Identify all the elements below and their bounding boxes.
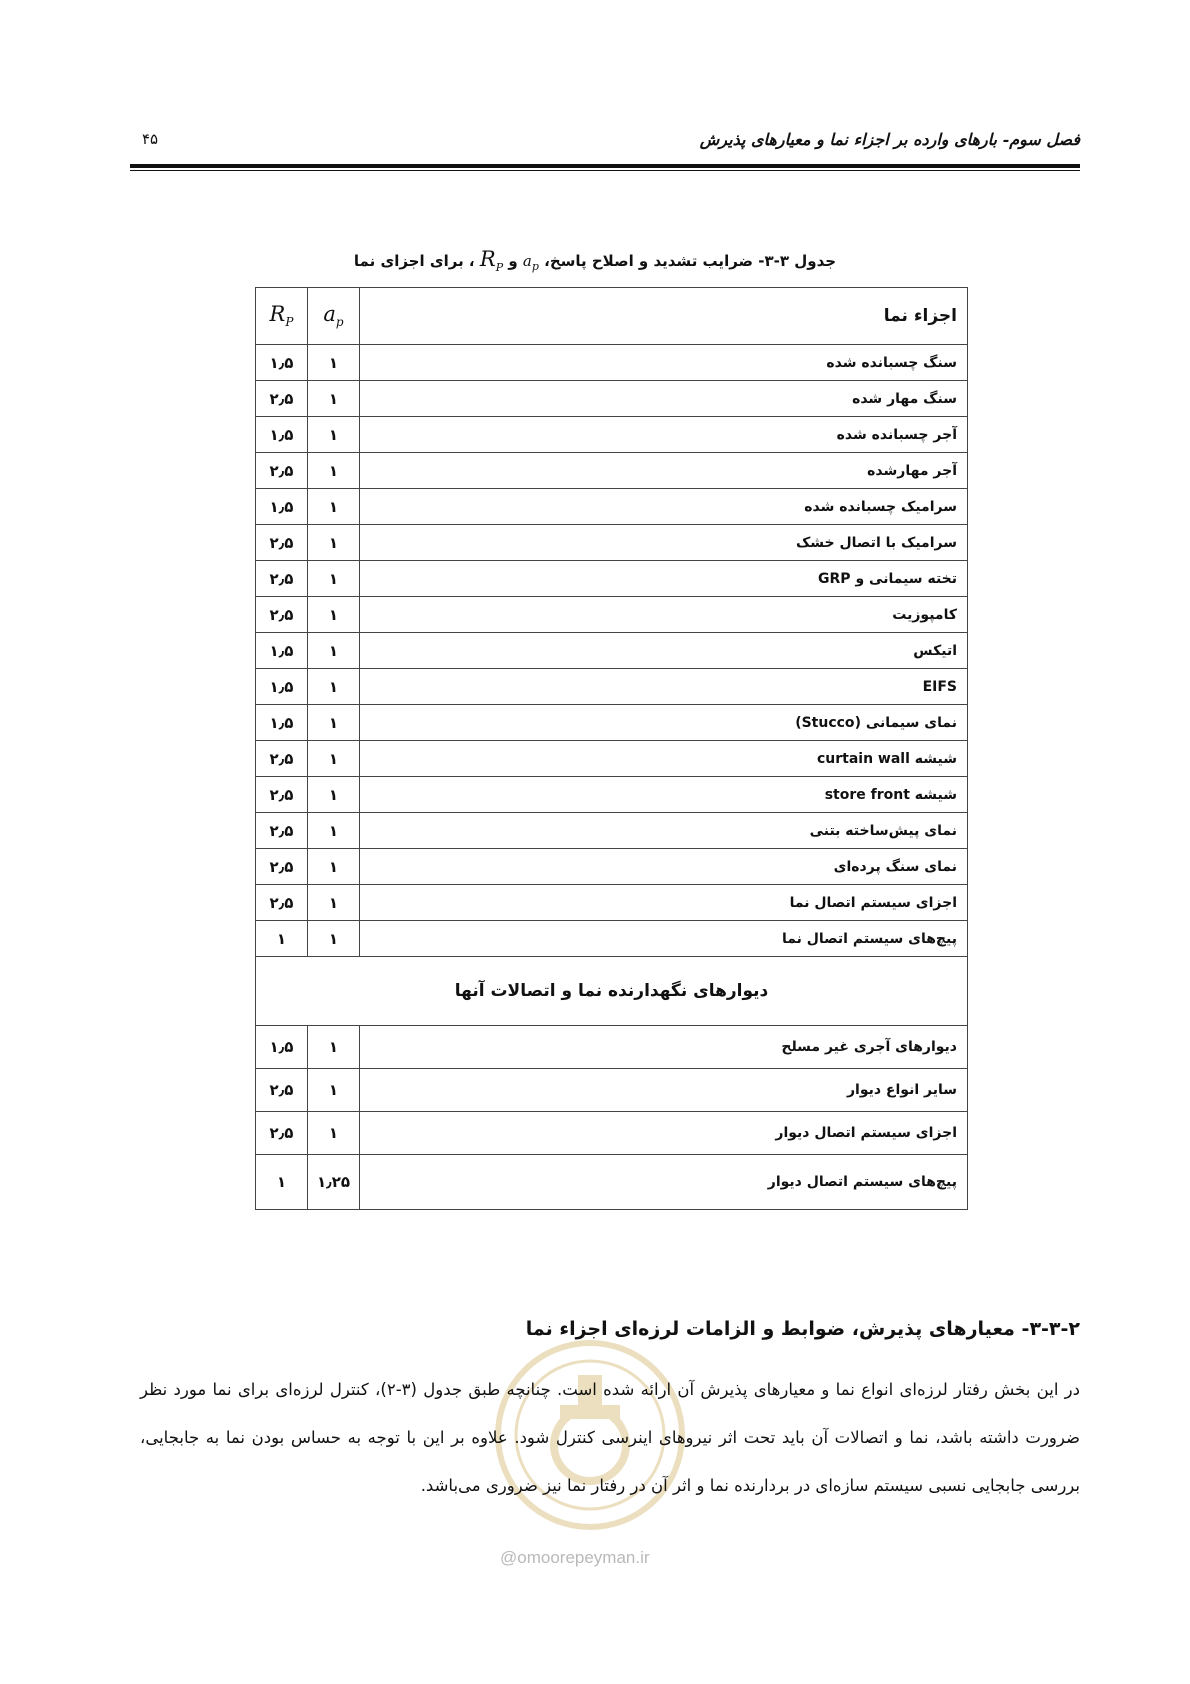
cell-ap: ۱ bbox=[308, 777, 360, 813]
cell-component: اتیکس bbox=[360, 633, 968, 669]
cell-ap: ۱ bbox=[308, 741, 360, 777]
cell-component: سنگ چسبانده شده bbox=[360, 345, 968, 381]
cell-rp: ۲٫۵ bbox=[256, 777, 308, 813]
header-rule-thin bbox=[130, 170, 1080, 171]
cell-rp: ۱٫۵ bbox=[256, 345, 308, 381]
table-row bbox=[256, 849, 968, 885]
cell-rp: ۲٫۵ bbox=[256, 525, 308, 561]
caption-suffix: ، برای اجزای نما bbox=[353, 252, 475, 270]
cell-rp: ۲٫۵ bbox=[256, 561, 308, 597]
cell-ap: ۱ bbox=[308, 633, 360, 669]
cell-rp: ۲٫۵ bbox=[256, 453, 308, 489]
table-caption bbox=[200, 247, 990, 274]
cell-ap: ۱ bbox=[308, 1112, 360, 1155]
cell-component: سرامیک چسبانده شده bbox=[360, 489, 968, 525]
cell-ap: ۱ bbox=[308, 1026, 360, 1069]
cell-rp: ۲٫۵ bbox=[256, 813, 308, 849]
table-row bbox=[256, 417, 968, 453]
table-body bbox=[256, 345, 968, 1210]
table-row bbox=[256, 885, 968, 921]
table-row bbox=[256, 1069, 968, 1112]
table-row bbox=[256, 1112, 968, 1155]
cell-component: سایر انواع دیوار bbox=[360, 1069, 968, 1112]
table-row bbox=[256, 921, 968, 957]
cell-rp: ۱٫۵ bbox=[256, 633, 308, 669]
cell-component: اجزای سیستم اتصال دیوار bbox=[360, 1112, 968, 1155]
cell-rp: ۱٫۵ bbox=[256, 489, 308, 525]
table-row bbox=[256, 669, 968, 705]
page-header bbox=[130, 128, 1080, 174]
watermark-text: @omoorepeyman.ir bbox=[500, 1548, 650, 1567]
cell-component: آجر مهارشده bbox=[360, 453, 968, 489]
cell-ap: ۱ bbox=[308, 489, 360, 525]
cell-rp: ۱٫۵ bbox=[256, 417, 308, 453]
cell-ap: ۱ bbox=[308, 705, 360, 741]
cell-rp: ۲٫۵ bbox=[256, 1069, 308, 1112]
cell-component: نمای سیمانی (Stucco) bbox=[360, 705, 968, 741]
section-heading: ۳-۳-۲- معیارهای پذیرش، ضوابط و الزامات لرزه‌ای اجزاء نما bbox=[525, 1318, 1080, 1340]
header-rule-thick bbox=[130, 164, 1080, 168]
cell-ap: ۱ bbox=[308, 669, 360, 705]
table-row bbox=[256, 1026, 968, 1069]
facade-coefficients-table bbox=[255, 287, 968, 1210]
table-row bbox=[256, 345, 968, 381]
cell-component: سرامیک با اتصال خشک bbox=[360, 525, 968, 561]
cell-ap: ۱ bbox=[308, 417, 360, 453]
table-row bbox=[256, 777, 968, 813]
table-section-row bbox=[256, 957, 968, 1026]
cell-ap: ۱ bbox=[308, 813, 360, 849]
cell-component: پیچ‌های سیستم اتصال دیوار bbox=[360, 1155, 968, 1210]
cell-ap: ۱ bbox=[308, 921, 360, 957]
table-header-row bbox=[256, 288, 968, 345]
table-row bbox=[256, 381, 968, 417]
cell-rp: ۲٫۵ bbox=[256, 381, 308, 417]
cell-component: نمای سنگ پرده‌ای bbox=[360, 849, 968, 885]
cell-component: شیشه curtain wall bbox=[360, 741, 968, 777]
table-row bbox=[256, 489, 968, 525]
cell-rp: ۱٫۵ bbox=[256, 1026, 308, 1069]
cell-rp: ۲٫۵ bbox=[256, 885, 308, 921]
header-ap: $a_p$ bbox=[308, 288, 360, 345]
table-row bbox=[256, 705, 968, 741]
facade-table-wrapper bbox=[255, 287, 968, 1210]
cell-ap: ۱ bbox=[308, 849, 360, 885]
cell-ap: ۱ bbox=[308, 1069, 360, 1112]
cell-ap: ۱ bbox=[308, 561, 360, 597]
table-row bbox=[256, 561, 968, 597]
cell-rp: ۱ bbox=[256, 921, 308, 957]
table-row bbox=[256, 633, 968, 669]
cell-ap: ۱ bbox=[308, 381, 360, 417]
cell-rp: ۱ bbox=[256, 1155, 308, 1210]
cell-component: آجر چسبانده شده bbox=[360, 417, 968, 453]
table-row bbox=[256, 741, 968, 777]
table-row bbox=[256, 597, 968, 633]
cell-rp: ۱٫۵ bbox=[256, 705, 308, 741]
caption-conjunction: و bbox=[508, 252, 518, 270]
cell-ap: ۱ bbox=[308, 345, 360, 381]
cell-ap: ۱ bbox=[308, 597, 360, 633]
cell-ap: ۱ bbox=[308, 525, 360, 561]
cell-component: کامپوزیت bbox=[360, 597, 968, 633]
caption-prefix: جدول ۳-۳- ضرایب تشدید و اصلاح پاسخ، bbox=[544, 252, 837, 270]
header-component: اجزاء نما bbox=[360, 288, 968, 345]
cell-rp: ۲٫۵ bbox=[256, 1112, 308, 1155]
table-row bbox=[256, 1155, 968, 1210]
page-number: ۴۵ bbox=[142, 130, 159, 148]
cell-rp: ۲٫۵ bbox=[256, 597, 308, 633]
chapter-title: فصل سوم- بارهای وارده بر اجزاء نما و معیارهای پذیرش bbox=[699, 130, 1080, 149]
cell-ap: ۱ bbox=[308, 885, 360, 921]
caption-symbol-a: $a_p$ bbox=[522, 252, 539, 273]
cell-component: نمای پیش‌ساخته بتنی bbox=[360, 813, 968, 849]
cell-rp: ۲٫۵ bbox=[256, 849, 308, 885]
cell-component: EIFS bbox=[360, 669, 968, 705]
section-paragraph: در این بخش رفتار لرزه‌ای انواع نما و معیارهای پذیرش آن ارائه شده است. چنانچه طبق جدول (۳-۲)، کنترل لرزه‌ای برای نما مورد نظر ضرورت داشته باشد، نما و اتصالات آن باید تحت اثر نیروهای اینرسی کنترل شود. علاوه بر این با توجه به حساس بودن نما به جابجایی، بررسی جابجایی نسبی سیستم سازه‌ای در بردارنده نما و اثر آن در رفتار نما نیز ضروری می‌باشد. bbox=[140, 1380, 1080, 1495]
table-row bbox=[256, 813, 968, 849]
table-row bbox=[256, 453, 968, 489]
cell-rp: ۱٫۵ bbox=[256, 669, 308, 705]
cell-component: سنگ مهار شده bbox=[360, 381, 968, 417]
cell-rp: ۲٫۵ bbox=[256, 741, 308, 777]
cell-ap: ۱ bbox=[308, 453, 360, 489]
cell-component: اجزای سیستم اتصال نما bbox=[360, 885, 968, 921]
cell-component: شیشه store front bbox=[360, 777, 968, 813]
section-title-cell: دیوارهای نگهدارنده نما و اتصالات آنها bbox=[256, 957, 968, 1026]
cell-ap: ۱٫۲۵ bbox=[308, 1155, 360, 1210]
cell-component: پیچ‌های سیستم اتصال نما bbox=[360, 921, 968, 957]
cell-component: تخته سیمانی و GRP bbox=[360, 561, 968, 597]
caption-symbol-r: $R_P$ bbox=[479, 247, 504, 275]
table-row bbox=[256, 525, 968, 561]
header-rp: $R_P$ bbox=[256, 288, 308, 345]
cell-component: دیوارهای آجری غیر مسلح bbox=[360, 1026, 968, 1069]
